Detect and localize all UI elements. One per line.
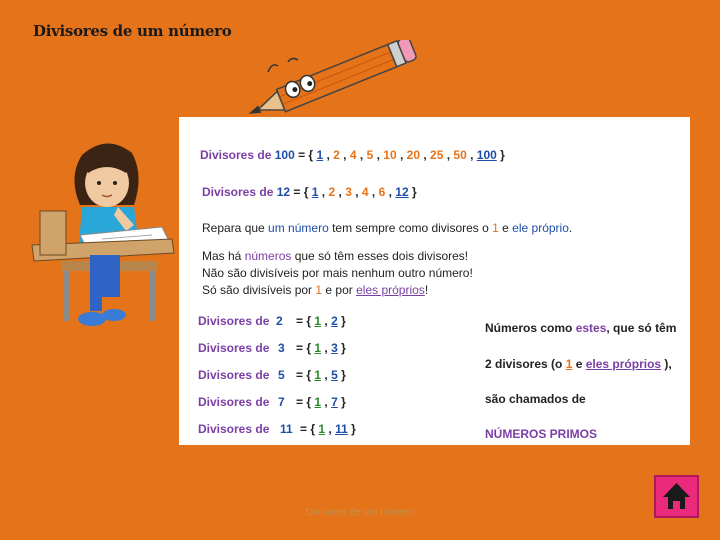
divisor: 2 xyxy=(328,185,336,199)
divisor: 1 xyxy=(316,148,324,162)
primes-title: NÚMEROS PRIMOS xyxy=(485,427,598,441)
prime-row: Divisores de 11 = { 1 , 11 } xyxy=(198,422,356,436)
content-panel xyxy=(179,117,690,445)
highlight: 1 xyxy=(315,283,323,297)
highlight: 1 xyxy=(492,221,499,235)
text: e xyxy=(572,357,586,371)
divisors-label: Divisores de xyxy=(200,148,272,162)
divisor: 1 xyxy=(314,341,322,355)
divisor: 12 xyxy=(395,185,409,199)
divisors-label: Divisores de xyxy=(198,341,270,355)
divisor: 3 xyxy=(331,341,338,355)
text: tem sempre como divisores o xyxy=(328,221,493,235)
primes-explanation-line3: são chamados de xyxy=(485,392,586,406)
prime-number: 5 xyxy=(278,368,285,382)
prime-number: 11 xyxy=(280,422,293,436)
divisor: 50 xyxy=(453,148,467,162)
text: e por xyxy=(322,283,357,297)
text: . xyxy=(568,221,573,235)
divisor: 25 xyxy=(430,148,444,162)
prime-row: Divisores de 3 = { 1 , 3 } xyxy=(198,341,346,355)
primes-explanation-line1 xyxy=(485,321,676,335)
divisors-of-100-row: Divisores de 100 = { 1 , 2 , 4 , 5 , 10 , 20 , 25 , 50 , 100 } xyxy=(200,148,505,162)
highlight: eles próprios xyxy=(585,357,662,371)
divisor: 1 xyxy=(314,368,322,382)
divisor: 1 xyxy=(311,185,319,199)
highlight: um número xyxy=(268,221,329,235)
prime-number: 7 xyxy=(278,395,285,409)
so-sao-sentence xyxy=(202,283,428,297)
text: Mas há xyxy=(202,249,245,263)
text: 2 divisores (o xyxy=(485,357,566,371)
text: Repara que xyxy=(202,221,269,235)
divisor: 10 xyxy=(383,148,397,162)
primes-explanation-line2 xyxy=(485,357,672,371)
highlight: números xyxy=(244,249,292,263)
text: Só são divisíveis por xyxy=(202,283,316,297)
divisors-label: Divisores de xyxy=(202,185,274,199)
prime-number: 3 xyxy=(278,341,285,355)
highlight: 1 xyxy=(565,357,573,371)
divisors-number: 12 xyxy=(276,185,291,199)
divisor: 4 xyxy=(349,148,357,162)
divisor: 2 xyxy=(333,148,340,162)
divisor: 20 xyxy=(406,148,420,162)
highlight: estes xyxy=(575,321,607,335)
divisors-of-12-row: Divisores de 12 = { 1 , 2 , 3 , 4 , 6 , 12 } xyxy=(202,185,417,199)
nao-sao-sentence: Não são divisíveis por mais nenhum outro número! xyxy=(202,266,473,280)
text: , que só têm xyxy=(606,321,677,335)
text: Números como xyxy=(485,321,576,335)
divisor: 6 xyxy=(378,185,386,199)
prime-row: Divisores de 2 = { 1 , 2 } xyxy=(198,314,346,328)
home-button[interactable] xyxy=(654,475,699,518)
divisor: 1 xyxy=(318,422,326,436)
divisor: 1 xyxy=(314,314,322,328)
divisors-label: Divisores de xyxy=(198,422,270,436)
prime-row: Divisores de 7 = { 1 , 7 } xyxy=(198,395,346,409)
text: ), xyxy=(661,357,672,371)
highlight: ele próprio xyxy=(512,221,569,235)
pencil-icon xyxy=(232,40,432,115)
divisor: 11 xyxy=(335,422,348,436)
divisors-label: Divisores de xyxy=(198,368,270,382)
highlight: eles próprios xyxy=(356,283,425,297)
divisor: 4 xyxy=(361,185,369,199)
repara-sentence xyxy=(202,221,572,235)
divisor: 3 xyxy=(345,185,352,199)
student-illustration xyxy=(22,135,182,335)
divisors-label: Divisores de xyxy=(198,314,270,328)
text: que só têm esses dois divisores! xyxy=(291,249,469,263)
divisor: 1 xyxy=(314,395,322,409)
divisors-label: Divisores de xyxy=(198,395,270,409)
divisor: 5 xyxy=(366,148,374,162)
divisor: 7 xyxy=(331,395,338,409)
slide-title: Divisores de um número xyxy=(33,22,232,40)
home-icon xyxy=(656,477,697,516)
divisor: 2 xyxy=(331,314,338,328)
prime-number: 2 xyxy=(276,314,283,328)
divisor: 5 xyxy=(331,368,338,382)
prime-row: Divisores de 5 = { 1 , 5 } xyxy=(198,368,346,382)
slide-footer: Divisores de um número xyxy=(305,507,415,518)
divisor: 100 xyxy=(476,148,497,162)
text: ! xyxy=(424,283,429,297)
mas-ha-sentence xyxy=(202,249,468,263)
text: e xyxy=(498,221,513,235)
divisors-number: 100 xyxy=(274,148,295,162)
